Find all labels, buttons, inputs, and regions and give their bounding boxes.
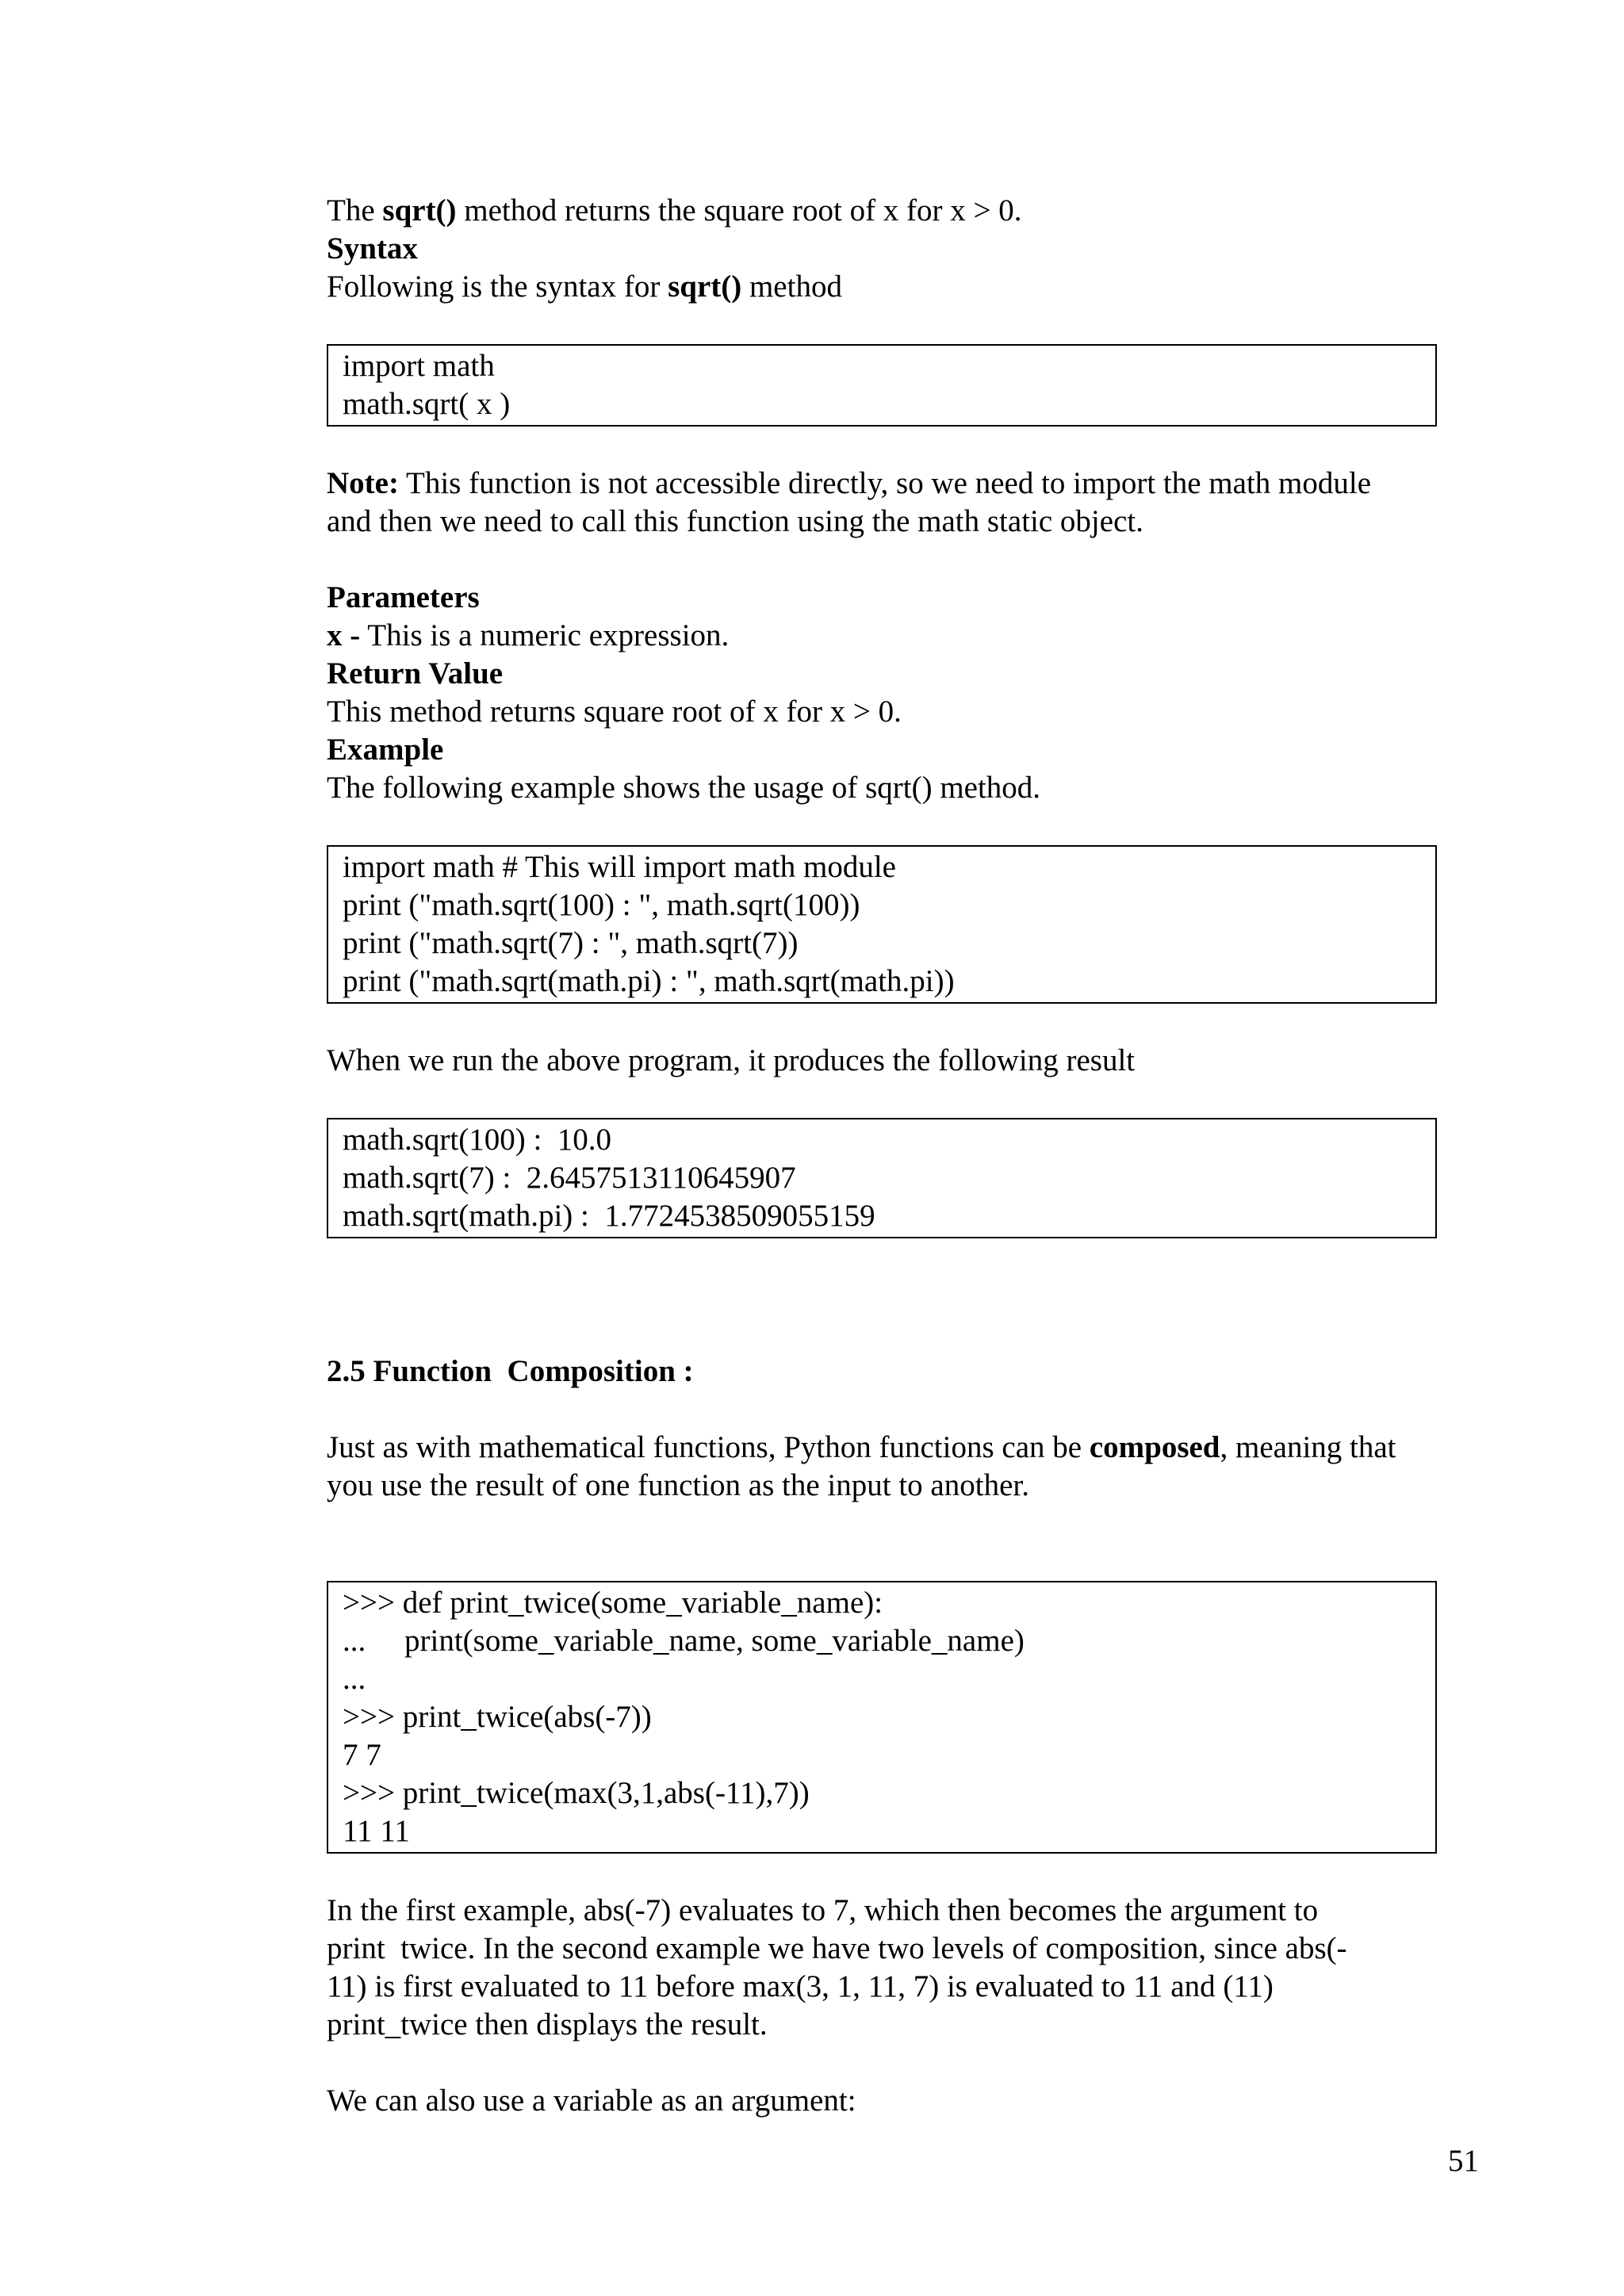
return-value-heading: Return Value [327, 656, 504, 691]
parameter-desc: This is a numeric expression. [360, 618, 730, 652]
closing-line: We can also use a variable as an argument: [327, 2084, 856, 2118]
parameters-heading: Parameters [327, 580, 480, 614]
syntax-bold-sqrt: sqrt() [668, 270, 742, 304]
composition-text: Just as with mathematical functions, Python functions can be [327, 1430, 1090, 1464]
example-code-box [327, 845, 1437, 1004]
intro-bold-sqrt: sqrt() [382, 193, 457, 228]
code-line: print ("math.sqrt(math.pi) : ", math.sqrt(math.pi)) [343, 964, 955, 998]
note-line-1 [327, 465, 1484, 503]
syntax-text-end: method [741, 270, 842, 304]
code-line: ... [343, 1662, 366, 1696]
code-line: print ("math.sqrt(100) : ", math.sqrt(100)) [343, 888, 860, 922]
example-text: The following example shows the usage of sqrt() method. [327, 771, 1041, 805]
intro-text: The [327, 193, 383, 228]
example-heading: Example [327, 733, 444, 767]
composition-text-end: , meaning that [1220, 1430, 1396, 1464]
note-label: Note: [327, 466, 399, 500]
parameters-section [327, 579, 1484, 807]
composition-paragraph [327, 1429, 1484, 1505]
code-line: math.sqrt(7) : 2.6457513110645907 [343, 1161, 796, 1195]
page-number: 51 [1448, 2144, 1479, 2178]
code-line: math.sqrt(100) : 10.0 [343, 1123, 612, 1157]
composition-code-box [327, 1581, 1437, 1854]
note-line-2: and then we need to call this function using the math static object. [327, 504, 1143, 538]
explanation-line: print twice. In the second example we have two levels of composition, since abs(- [327, 1931, 1347, 1965]
note-text: This function is not accessible directly, so we need to import the math module [398, 466, 1372, 500]
intro-text-end: method returns the square root of x for x > 0. [456, 193, 1022, 228]
note-paragraph [327, 465, 1484, 541]
code-line: import math # This will import math module [343, 850, 896, 884]
code-line: import math [343, 349, 495, 383]
result-code-box [327, 1118, 1437, 1238]
composition-line-2: you use the result of one function as the input to another. [327, 1468, 1029, 1502]
section-title: 2.5 Function Composition : [327, 1354, 694, 1388]
section-heading [327, 1353, 1484, 1391]
run-text [327, 1042, 1484, 1080]
explanation-line: print_twice then displays the result. [327, 2007, 768, 2042]
code-line: >>> def print_twice(some_variable_name): [343, 1586, 883, 1620]
document-page [327, 192, 1484, 2120]
return-value-text: This method returns square root of x for x > 0. [327, 695, 902, 729]
explanation-paragraph [327, 1892, 1484, 2044]
syntax-code-box [327, 344, 1437, 427]
intro-line [327, 192, 1484, 230]
intro-paragraph [327, 192, 1484, 306]
syntax-line [327, 268, 1484, 306]
explanation-line: 11) is first evaluated to 11 before max(3, 1, 11, 7) is evaluated to 11 and (11) [327, 1969, 1274, 2003]
composed-bold: composed [1089, 1430, 1220, 1464]
syntax-text: Following is the syntax for [327, 270, 668, 304]
composition-line-1 [327, 1429, 1484, 1467]
code-line: >>> print_twice(abs(-7)) [343, 1700, 652, 1734]
explanation-line: In the first example, abs(-7) evaluates to 7, which then becomes the argument to [327, 1893, 1319, 1927]
code-line: 7 7 [343, 1738, 381, 1772]
syntax-heading: Syntax [327, 232, 418, 266]
code-line: ... print(some_variable_name, some_variable_name) [343, 1624, 1025, 1658]
closing-paragraph [327, 2082, 1484, 2120]
code-line: 11 11 [343, 1814, 410, 1848]
parameter-name: x - [327, 618, 361, 652]
run-text-line: When we run the above program, it produces the following result [327, 1043, 1136, 1077]
code-line: math.sqrt(math.pi) : 1.7724538509055159 [343, 1199, 875, 1233]
parameter-x [327, 617, 1484, 655]
code-line: math.sqrt( x ) [343, 387, 511, 421]
code-line: print ("math.sqrt(7) : ", math.sqrt(7)) [343, 926, 799, 960]
code-line: >>> print_twice(max(3,1,abs(-11),7)) [343, 1776, 810, 1810]
